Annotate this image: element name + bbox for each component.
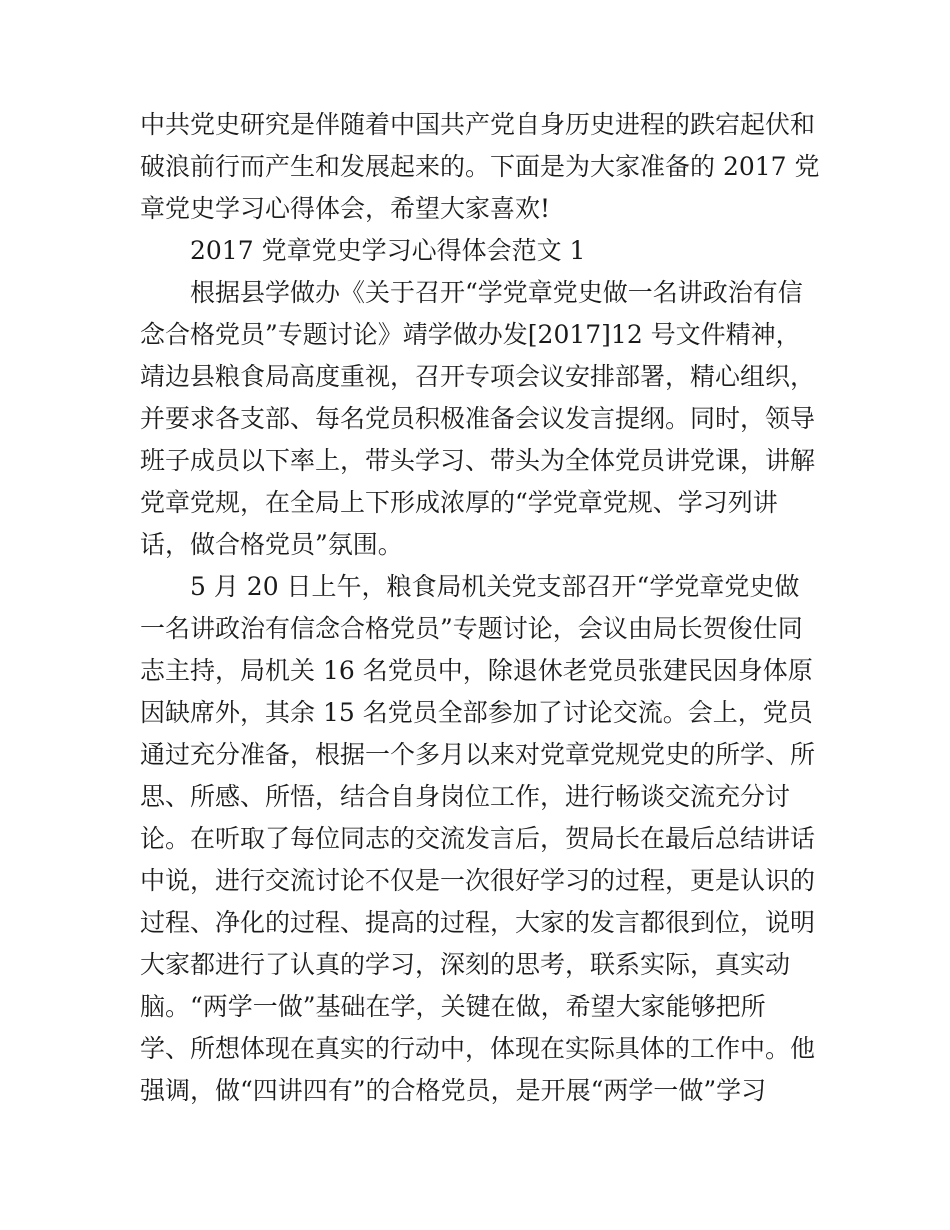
text-line: 话，做合格党员”氛围。 <box>140 530 403 559</box>
text-line: 5 月 20 日上午，粮食局机关党支部召开“学党章党史做 <box>190 572 800 601</box>
text-line: 通过充分准备，根据一个多月以来对党章党规党史的所学、所 <box>140 740 816 769</box>
text-line: 念合格党员”专题讨论》靖学做办发[2017]12 号文件精神， <box>140 320 801 349</box>
text-line: 靖边县粮食局高度重视，召开专项会议安排部署，精心组织， <box>140 362 816 391</box>
text-line: 脑。“两学一做”基础在学，关键在做，希望大家能够把所 <box>140 992 766 1021</box>
text-line: 思、所感、所悟，结合自身岗位工作，进行畅谈交流充分讨 <box>140 782 791 811</box>
text-line: 因缺席外，其余 15 名党员全部参加了讨论交流。会上，党员 <box>140 698 813 727</box>
text-line: 中说，进行交流讨论不仅是一次很好学习的过程，更是认识的 <box>140 866 816 895</box>
section-heading: 2017 党章党史学习心得体会范文 1 <box>190 236 586 265</box>
text-line: 党章党规，在全局上下形成浓厚的“学党章党规、学习列讲 <box>140 488 778 517</box>
text-line: 志主持，局机关 16 名党员中，除退休老党员张建民因身体原 <box>140 656 813 685</box>
text-line: 章党史学习心得体会，希望大家喜欢! <box>140 194 551 223</box>
text-line: 强调，做“四讲四有”的合格党员，是开展“两学一做”学习 <box>140 1076 767 1105</box>
text-line: 大家都进行了认真的学习，深刻的思考，联系实际，真实动 <box>140 950 791 979</box>
text-line: 班子成员以下率上，带头学习、带头为全体党员讲党课，讲解 <box>140 446 816 475</box>
text-line: 并要求各支部、每名党员积极准备会议发言提纲。同时，领导 <box>140 404 816 433</box>
text-line: 过程、净化的过程、提高的过程，大家的发言都很到位，说明 <box>140 908 816 937</box>
text-line: 破浪前行而产生和发展起来的。下面是为大家准备的 2017 党 <box>140 152 820 181</box>
text-line: 中共党史研究是伴随着中国共产党自身历史进程的跌宕起伏和 <box>140 110 816 139</box>
text-line: 根据县学做办《关于召开“学党章党史做一名讲政治有信 <box>190 278 803 307</box>
text-line: 论。在听取了每位同志的交流发言后，贺局长在最后总结讲话 <box>140 824 816 853</box>
text-line: 一名讲政治有信念合格党员”专题讨论，会议由局长贺俊仕同 <box>140 614 803 643</box>
text-line: 学、所想体现在真实的行动中，体现在实际具体的工作中。他 <box>140 1034 816 1063</box>
